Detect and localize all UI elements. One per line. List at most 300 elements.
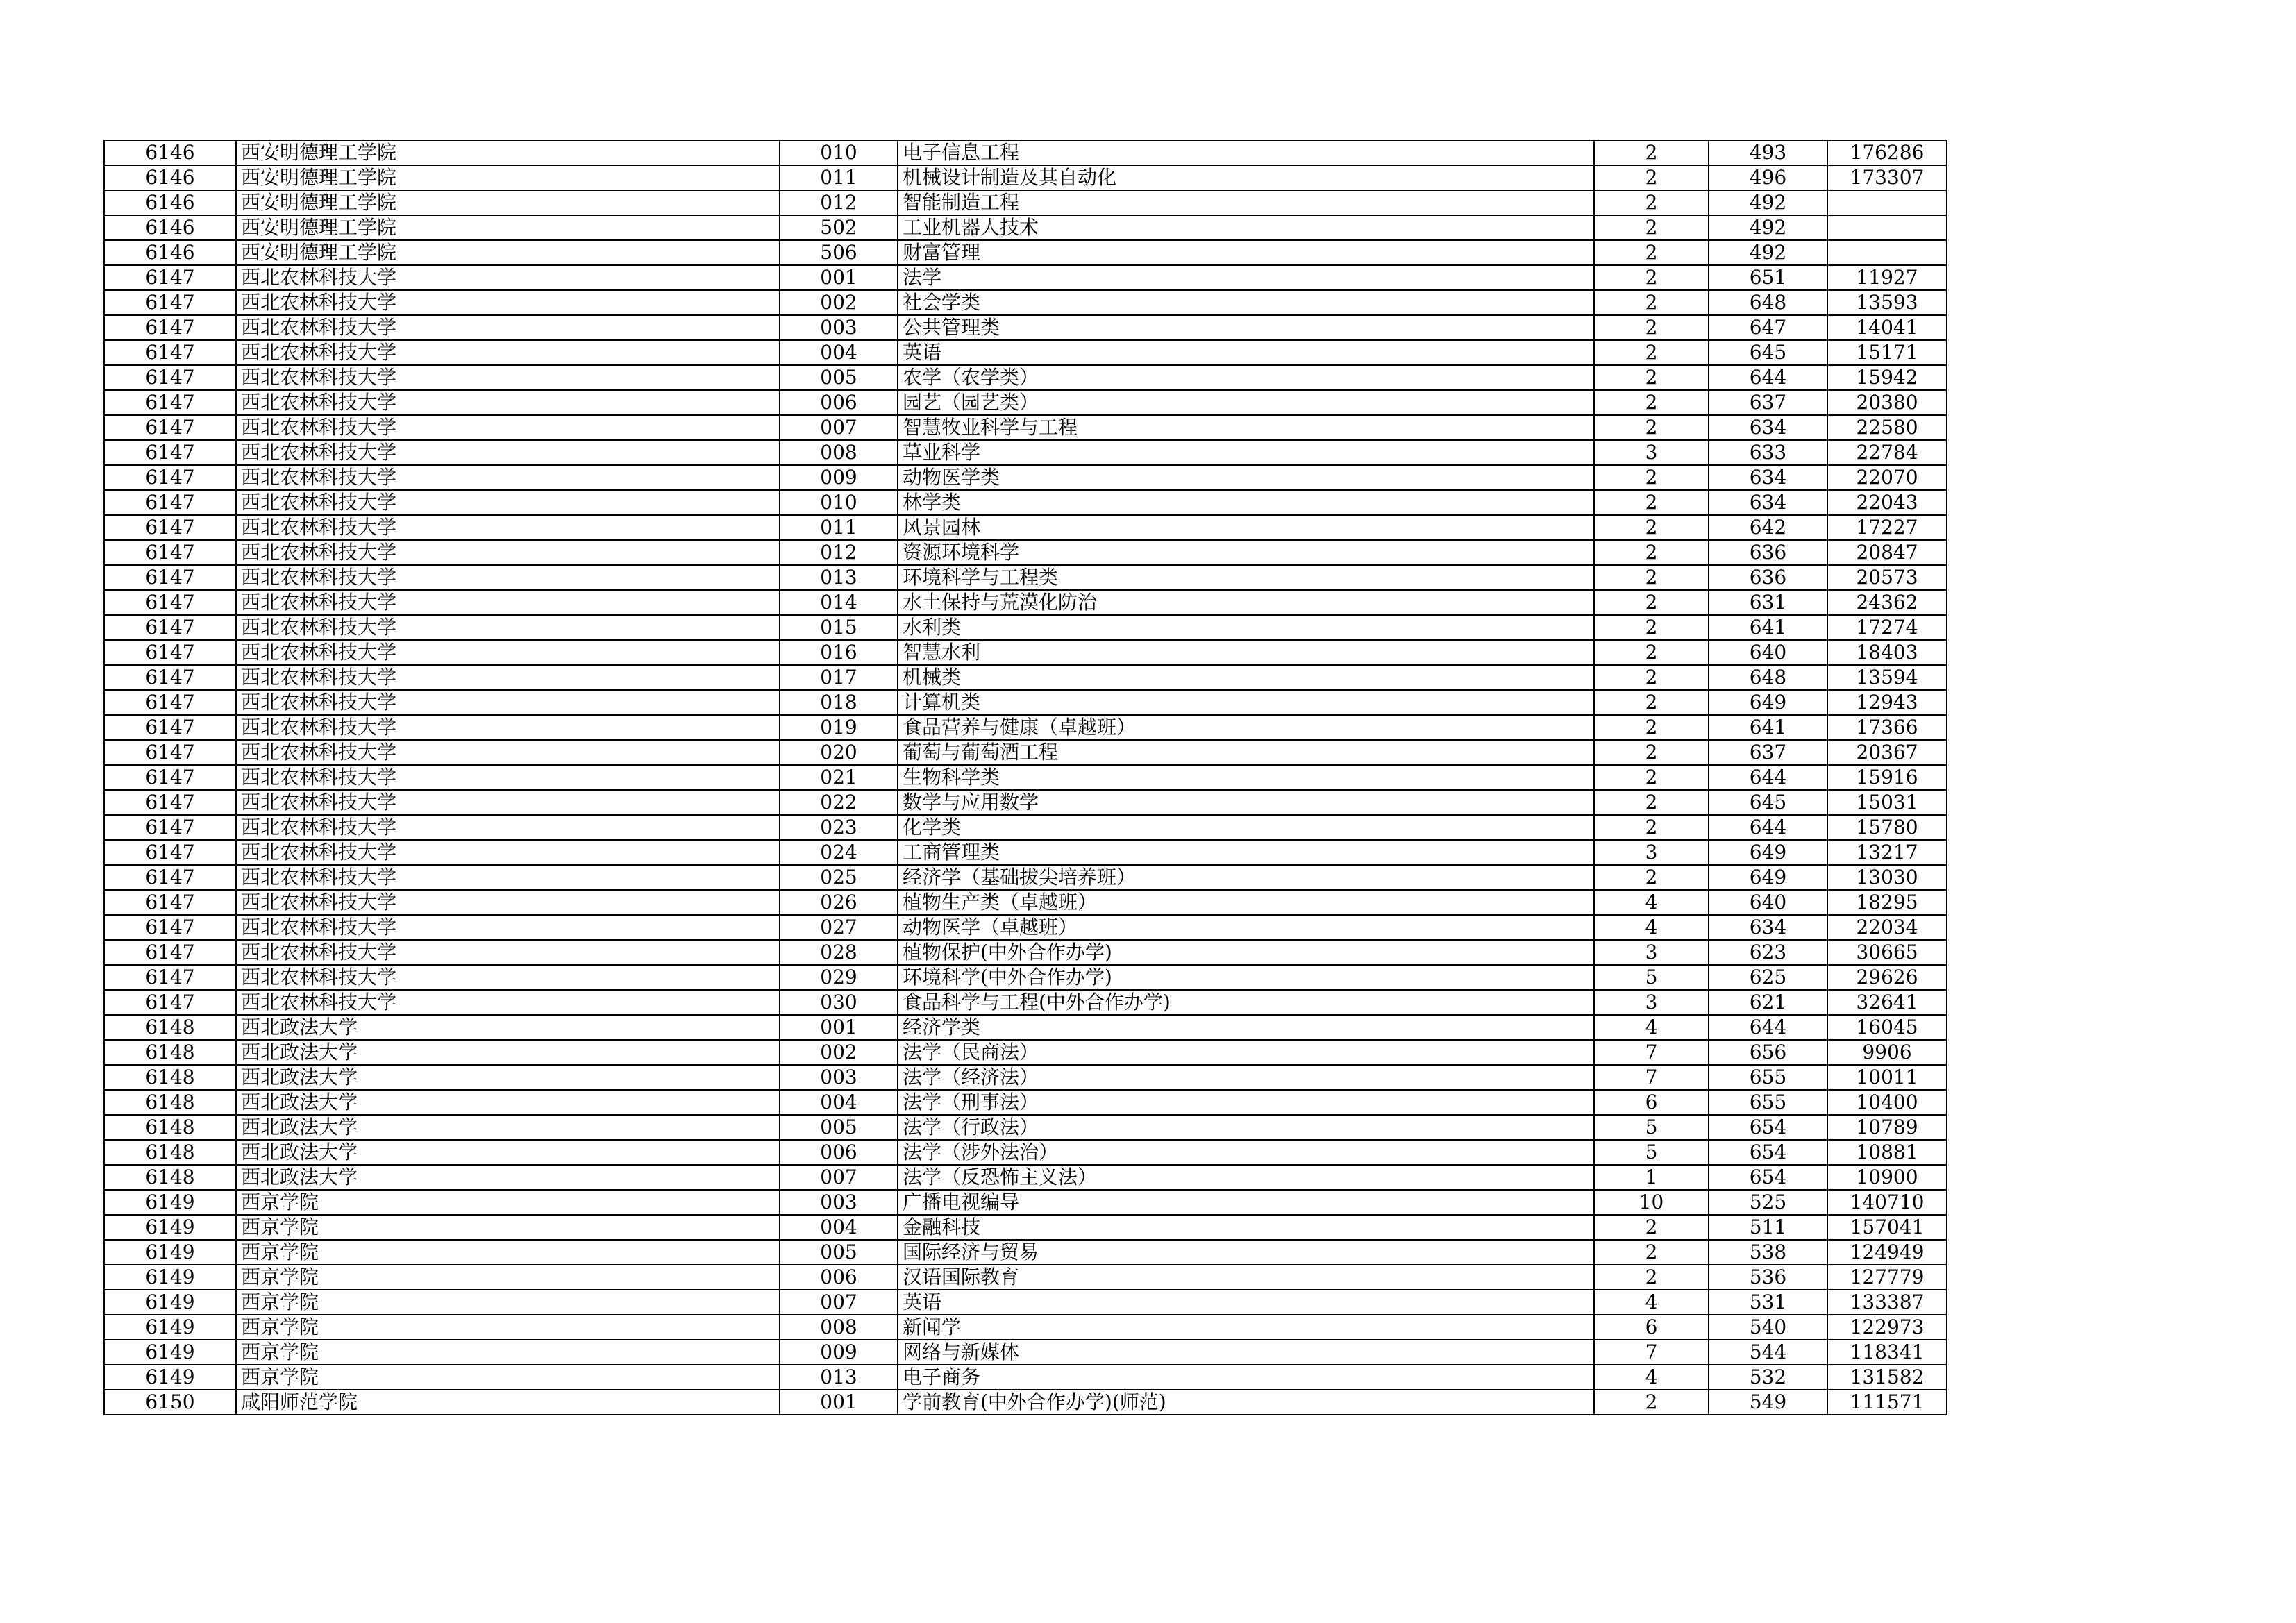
major-code-cell: 007: [780, 1165, 898, 1190]
min-rank-cell: 17274: [1827, 615, 1947, 640]
major-name-cell: 动物医学类: [898, 465, 1594, 490]
major-name-cell: 植物生产类（卓越班）: [898, 890, 1594, 915]
min-rank-cell: 14041: [1827, 315, 1947, 340]
table-row: [104, 415, 1947, 440]
school-code-cell: 6149: [104, 1315, 236, 1340]
major-name-cell: 葡萄与葡萄酒工程: [898, 740, 1594, 765]
school-name-cell: 西北农林科技大学: [236, 315, 780, 340]
min-rank-cell: 22043: [1827, 490, 1947, 515]
min-score-cell: 637: [1709, 740, 1827, 765]
min-score-cell: 651: [1709, 265, 1827, 290]
school-code-cell: 6148: [104, 1090, 236, 1115]
major-code-cell: 022: [780, 790, 898, 815]
plan-count-cell: 4: [1594, 1365, 1709, 1390]
min-score-cell: 621: [1709, 990, 1827, 1015]
min-rank-cell: 20380: [1827, 390, 1947, 415]
major-name-cell: 园艺（园艺类）: [898, 390, 1594, 415]
min-rank-cell: 13030: [1827, 865, 1947, 890]
plan-count-cell: 2: [1594, 565, 1709, 590]
major-code-cell: 003: [780, 1065, 898, 1090]
major-code-cell: 012: [780, 540, 898, 565]
admission-sheet: [103, 140, 1947, 1415]
min-score-cell: 493: [1709, 140, 1827, 165]
table-row: [104, 815, 1947, 840]
school-code-cell: 6147: [104, 540, 236, 565]
school-name-cell: 西安明德理工学院: [236, 140, 780, 165]
major-name-cell: 经济学（基础拔尖培养班）: [898, 865, 1594, 890]
school-code-cell: 6147: [104, 415, 236, 440]
min-rank-cell: 11927: [1827, 265, 1947, 290]
min-score-cell: 636: [1709, 565, 1827, 590]
major-code-cell: 009: [780, 1340, 898, 1365]
plan-count-cell: 2: [1594, 215, 1709, 240]
school-name-cell: 西安明德理工学院: [236, 190, 780, 215]
min-rank-cell: 118341: [1827, 1340, 1947, 1365]
school-name-cell: 西北农林科技大学: [236, 415, 780, 440]
table-row: [104, 1190, 1947, 1215]
table-row: [104, 915, 1947, 940]
major-name-cell: 金融科技: [898, 1215, 1594, 1240]
min-rank-cell: 32641: [1827, 990, 1947, 1015]
major-code-cell: 012: [780, 190, 898, 215]
school-code-cell: 6148: [104, 1115, 236, 1140]
school-code-cell: 6147: [104, 465, 236, 490]
min-score-cell: 536: [1709, 1265, 1827, 1290]
major-name-cell: 化学类: [898, 815, 1594, 840]
plan-count-cell: 2: [1594, 240, 1709, 265]
major-name-cell: 英语: [898, 1290, 1594, 1315]
plan-count-cell: 2: [1594, 615, 1709, 640]
min-score-cell: 511: [1709, 1215, 1827, 1240]
plan-count-cell: 2: [1594, 140, 1709, 165]
school-name-cell: 西京学院: [236, 1240, 780, 1265]
min-score-cell: 531: [1709, 1290, 1827, 1315]
table-row: [104, 140, 1947, 165]
school-code-cell: 6147: [104, 440, 236, 465]
min-rank-cell: 13217: [1827, 840, 1947, 865]
school-code-cell: 6147: [104, 665, 236, 690]
min-score-cell: 640: [1709, 640, 1827, 665]
school-name-cell: 西北农林科技大学: [236, 490, 780, 515]
plan-count-cell: 2: [1594, 540, 1709, 565]
table-row: [104, 690, 1947, 715]
min-rank-cell: 29626: [1827, 965, 1947, 990]
min-rank-cell: [1827, 215, 1947, 240]
min-score-cell: 654: [1709, 1140, 1827, 1165]
min-score-cell: 649: [1709, 690, 1827, 715]
min-rank-cell: 22070: [1827, 465, 1947, 490]
min-score-cell: 645: [1709, 790, 1827, 815]
plan-count-cell: 2: [1594, 665, 1709, 690]
major-code-cell: 502: [780, 215, 898, 240]
table-row: [104, 665, 1947, 690]
min-rank-cell: 15171: [1827, 340, 1947, 365]
school-name-cell: 西北农林科技大学: [236, 615, 780, 640]
school-name-cell: 西北政法大学: [236, 1165, 780, 1190]
major-name-cell: 生物科学类: [898, 765, 1594, 790]
table-row: [104, 215, 1947, 240]
major-name-cell: 水土保持与荒漠化防治: [898, 590, 1594, 615]
min-rank-cell: 22580: [1827, 415, 1947, 440]
min-score-cell: 492: [1709, 240, 1827, 265]
min-score-cell: 654: [1709, 1165, 1827, 1190]
plan-count-cell: 2: [1594, 590, 1709, 615]
school-code-cell: 6146: [104, 240, 236, 265]
major-name-cell: 工商管理类: [898, 840, 1594, 865]
plan-count-cell: 7: [1594, 1340, 1709, 1365]
school-code-cell: 6147: [104, 365, 236, 390]
school-code-cell: 6147: [104, 490, 236, 515]
min-score-cell: 649: [1709, 865, 1827, 890]
table-row: [104, 340, 1947, 365]
major-code-cell: 019: [780, 715, 898, 740]
school-code-cell: 6149: [104, 1365, 236, 1390]
major-name-cell: 机械类: [898, 665, 1594, 690]
school-name-cell: 西北农林科技大学: [236, 515, 780, 540]
plan-count-cell: 2: [1594, 765, 1709, 790]
min-score-cell: 654: [1709, 1115, 1827, 1140]
min-rank-cell: 10881: [1827, 1140, 1947, 1165]
school-name-cell: 西北农林科技大学: [236, 890, 780, 915]
school-code-cell: 6146: [104, 140, 236, 165]
min-score-cell: 633: [1709, 440, 1827, 465]
school-name-cell: 西北政法大学: [236, 1065, 780, 1090]
school-code-cell: 6147: [104, 865, 236, 890]
table-row: [104, 1265, 1947, 1290]
table-body: [104, 140, 1947, 1415]
major-code-cell: 030: [780, 990, 898, 1015]
major-name-cell: 法学（涉外法治）: [898, 1140, 1594, 1165]
min-score-cell: 544: [1709, 1340, 1827, 1365]
min-rank-cell: 16045: [1827, 1015, 1947, 1040]
school-code-cell: 6147: [104, 815, 236, 840]
major-code-cell: 003: [780, 315, 898, 340]
plan-count-cell: 2: [1594, 790, 1709, 815]
major-code-cell: 009: [780, 465, 898, 490]
min-score-cell: 642: [1709, 515, 1827, 540]
table-row: [104, 440, 1947, 465]
min-score-cell: 649: [1709, 840, 1827, 865]
plan-count-cell: 2: [1594, 1265, 1709, 1290]
school-name-cell: 西北农林科技大学: [236, 390, 780, 415]
school-name-cell: 西北农林科技大学: [236, 665, 780, 690]
major-name-cell: 法学: [898, 265, 1594, 290]
table-row: [104, 565, 1947, 590]
plan-count-cell: 4: [1594, 915, 1709, 940]
school-name-cell: 西北农林科技大学: [236, 465, 780, 490]
min-rank-cell: 122973: [1827, 1315, 1947, 1340]
major-name-cell: 智慧牧业科学与工程: [898, 415, 1594, 440]
school-name-cell: 西北政法大学: [236, 1090, 780, 1115]
plan-count-cell: 2: [1594, 190, 1709, 215]
plan-count-cell: 3: [1594, 940, 1709, 965]
major-name-cell: 智慧水利: [898, 640, 1594, 665]
plan-count-cell: 5: [1594, 1140, 1709, 1165]
table-row: [104, 715, 1947, 740]
major-code-cell: 017: [780, 665, 898, 690]
school-name-cell: 西北农林科技大学: [236, 290, 780, 315]
major-code-cell: 006: [780, 1265, 898, 1290]
school-name-cell: 西安明德理工学院: [236, 240, 780, 265]
major-name-cell: 社会学类: [898, 290, 1594, 315]
table-row: [104, 240, 1947, 265]
table-row: [104, 590, 1947, 615]
school-code-cell: 6147: [104, 690, 236, 715]
school-code-cell: 6147: [104, 940, 236, 965]
min-rank-cell: 15942: [1827, 365, 1947, 390]
school-name-cell: 西北农林科技大学: [236, 990, 780, 1015]
min-rank-cell: 173307: [1827, 165, 1947, 190]
major-code-cell: 013: [780, 565, 898, 590]
school-name-cell: 西北农林科技大学: [236, 590, 780, 615]
plan-count-cell: 1: [1594, 1165, 1709, 1190]
school-name-cell: 西北农林科技大学: [236, 865, 780, 890]
school-name-cell: 西北农林科技大学: [236, 740, 780, 765]
min-rank-cell: 10900: [1827, 1165, 1947, 1190]
school-name-cell: 西北政法大学: [236, 1040, 780, 1065]
min-score-cell: 634: [1709, 490, 1827, 515]
min-score-cell: 655: [1709, 1065, 1827, 1090]
table-row: [104, 1090, 1947, 1115]
school-name-cell: 西北农林科技大学: [236, 840, 780, 865]
major-name-cell: 财富管理: [898, 240, 1594, 265]
major-code-cell: 028: [780, 940, 898, 965]
major-code-cell: 002: [780, 1040, 898, 1065]
table-row: [104, 615, 1947, 640]
table-row: [104, 840, 1947, 865]
major-code-cell: 015: [780, 615, 898, 640]
table-row: [104, 1115, 1947, 1140]
min-score-cell: 623: [1709, 940, 1827, 965]
min-rank-cell: 124949: [1827, 1240, 1947, 1265]
table-row: [104, 1340, 1947, 1365]
min-score-cell: 637: [1709, 390, 1827, 415]
plan-count-cell: 2: [1594, 290, 1709, 315]
school-code-cell: 6147: [104, 915, 236, 940]
plan-count-cell: 4: [1594, 890, 1709, 915]
plan-count-cell: 3: [1594, 840, 1709, 865]
school-code-cell: 6147: [104, 790, 236, 815]
major-code-cell: 011: [780, 165, 898, 190]
major-name-cell: 网络与新媒体: [898, 1340, 1594, 1365]
major-name-cell: 数学与应用数学: [898, 790, 1594, 815]
table-row: [104, 465, 1947, 490]
table-row: [104, 990, 1947, 1015]
school-name-cell: 西北农林科技大学: [236, 365, 780, 390]
plan-count-cell: 10: [1594, 1190, 1709, 1215]
major-code-cell: 002: [780, 290, 898, 315]
school-code-cell: 6146: [104, 190, 236, 215]
min-rank-cell: [1827, 190, 1947, 215]
major-name-cell: 环境科学(中外合作办学): [898, 965, 1594, 990]
table-row: [104, 1390, 1947, 1415]
major-code-cell: 014: [780, 590, 898, 615]
school-name-cell: 西北农林科技大学: [236, 690, 780, 715]
major-code-cell: 008: [780, 440, 898, 465]
school-code-cell: 6146: [104, 165, 236, 190]
school-name-cell: 西北农林科技大学: [236, 815, 780, 840]
min-score-cell: 634: [1709, 915, 1827, 940]
plan-count-cell: 2: [1594, 1390, 1709, 1415]
table-row: [104, 890, 1947, 915]
plan-count-cell: 2: [1594, 865, 1709, 890]
table-row: [104, 165, 1947, 190]
plan-count-cell: 2: [1594, 390, 1709, 415]
min-rank-cell: 17227: [1827, 515, 1947, 540]
min-score-cell: 631: [1709, 590, 1827, 615]
plan-count-cell: 6: [1594, 1315, 1709, 1340]
school-name-cell: 西北农林科技大学: [236, 440, 780, 465]
min-score-cell: 656: [1709, 1040, 1827, 1065]
min-rank-cell: 22784: [1827, 440, 1947, 465]
min-rank-cell: 10789: [1827, 1115, 1947, 1140]
major-code-cell: 007: [780, 415, 898, 440]
major-code-cell: 008: [780, 1315, 898, 1340]
min-rank-cell: 176286: [1827, 140, 1947, 165]
plan-count-cell: 2: [1594, 515, 1709, 540]
major-name-cell: 新闻学: [898, 1315, 1594, 1340]
major-name-cell: 电子信息工程: [898, 140, 1594, 165]
school-name-cell: 西北农林科技大学: [236, 790, 780, 815]
major-name-cell: 法学（民商法）: [898, 1040, 1594, 1065]
plan-count-cell: 2: [1594, 415, 1709, 440]
major-code-cell: 010: [780, 140, 898, 165]
school-name-cell: 西北农林科技大学: [236, 640, 780, 665]
major-code-cell: 004: [780, 1215, 898, 1240]
min-rank-cell: 9906: [1827, 1040, 1947, 1065]
major-name-cell: 国际经济与贸易: [898, 1240, 1594, 1265]
min-rank-cell: 20573: [1827, 565, 1947, 590]
min-score-cell: 641: [1709, 615, 1827, 640]
plan-count-cell: 2: [1594, 365, 1709, 390]
major-code-cell: 006: [780, 1140, 898, 1165]
min-rank-cell: 10400: [1827, 1090, 1947, 1115]
min-score-cell: 492: [1709, 215, 1827, 240]
table-row: [104, 540, 1947, 565]
table-row: [104, 765, 1947, 790]
table-row: [104, 1015, 1947, 1040]
table-row: [104, 290, 1947, 315]
min-score-cell: 640: [1709, 890, 1827, 915]
major-name-cell: 风景园林: [898, 515, 1594, 540]
school-name-cell: 西京学院: [236, 1340, 780, 1365]
school-code-cell: 6147: [104, 965, 236, 990]
school-code-cell: 6147: [104, 890, 236, 915]
major-code-cell: 013: [780, 1365, 898, 1390]
table-row: [104, 490, 1947, 515]
school-code-cell: 6149: [104, 1215, 236, 1240]
school-code-cell: 6149: [104, 1240, 236, 1265]
plan-count-cell: 2: [1594, 340, 1709, 365]
school-code-cell: 6147: [104, 615, 236, 640]
min-score-cell: 492: [1709, 190, 1827, 215]
major-name-cell: 水利类: [898, 615, 1594, 640]
min-rank-cell: 157041: [1827, 1215, 1947, 1240]
min-rank-cell: 18403: [1827, 640, 1947, 665]
major-code-cell: 005: [780, 365, 898, 390]
school-code-cell: 6150: [104, 1390, 236, 1415]
min-rank-cell: 24362: [1827, 590, 1947, 615]
major-name-cell: 动物医学（卓越班）: [898, 915, 1594, 940]
plan-count-cell: 6: [1594, 1090, 1709, 1115]
school-name-cell: 西京学院: [236, 1365, 780, 1390]
plan-count-cell: 3: [1594, 440, 1709, 465]
major-name-cell: 资源环境科学: [898, 540, 1594, 565]
min-rank-cell: 13593: [1827, 290, 1947, 315]
school-name-cell: 西北农林科技大学: [236, 940, 780, 965]
min-score-cell: 647: [1709, 315, 1827, 340]
plan-count-cell: 4: [1594, 1290, 1709, 1315]
major-name-cell: 草业科学: [898, 440, 1594, 465]
major-code-cell: 004: [780, 340, 898, 365]
school-code-cell: 6147: [104, 840, 236, 865]
plan-count-cell: 5: [1594, 1115, 1709, 1140]
min-rank-cell: 111571: [1827, 1390, 1947, 1415]
plan-count-cell: 7: [1594, 1065, 1709, 1090]
school-name-cell: 西安明德理工学院: [236, 165, 780, 190]
min-score-cell: 636: [1709, 540, 1827, 565]
major-code-cell: 020: [780, 740, 898, 765]
major-name-cell: 智能制造工程: [898, 190, 1594, 215]
major-name-cell: 农学（农学类）: [898, 365, 1594, 390]
plan-count-cell: 2: [1594, 1240, 1709, 1265]
min-score-cell: 644: [1709, 815, 1827, 840]
plan-count-cell: 2: [1594, 165, 1709, 190]
table-row: [104, 1165, 1947, 1190]
min-rank-cell: 18295: [1827, 890, 1947, 915]
plan-count-cell: 2: [1594, 1215, 1709, 1240]
table-row: [104, 1215, 1947, 1240]
table-row: [104, 940, 1947, 965]
major-name-cell: 汉语国际教育: [898, 1265, 1594, 1290]
plan-count-cell: 3: [1594, 990, 1709, 1015]
major-code-cell: 026: [780, 890, 898, 915]
min-rank-cell: 20847: [1827, 540, 1947, 565]
min-rank-cell: 30665: [1827, 940, 1947, 965]
table-row: [104, 865, 1947, 890]
min-rank-cell: 133387: [1827, 1290, 1947, 1315]
min-rank-cell: 13594: [1827, 665, 1947, 690]
plan-count-cell: 2: [1594, 315, 1709, 340]
school-name-cell: 西北政法大学: [236, 1015, 780, 1040]
major-name-cell: 法学（反恐怖主义法）: [898, 1165, 1594, 1190]
school-code-cell: 6147: [104, 265, 236, 290]
min-score-cell: 648: [1709, 290, 1827, 315]
major-code-cell: 024: [780, 840, 898, 865]
table-row: [104, 1290, 1947, 1315]
major-code-cell: 001: [780, 265, 898, 290]
plan-count-cell: 4: [1594, 1015, 1709, 1040]
school-name-cell: 西北农林科技大学: [236, 965, 780, 990]
table-row: [104, 365, 1947, 390]
major-name-cell: 法学（行政法）: [898, 1115, 1594, 1140]
min-rank-cell: 140710: [1827, 1190, 1947, 1215]
school-code-cell: 6149: [104, 1265, 236, 1290]
school-name-cell: 西北农林科技大学: [236, 715, 780, 740]
table-row: [104, 265, 1947, 290]
min-rank-cell: 131582: [1827, 1365, 1947, 1390]
plan-count-cell: 2: [1594, 490, 1709, 515]
school-code-cell: 6148: [104, 1140, 236, 1165]
plan-count-cell: 2: [1594, 640, 1709, 665]
school-name-cell: 西北农林科技大学: [236, 765, 780, 790]
min-rank-cell: 15916: [1827, 765, 1947, 790]
admission-table: [103, 140, 1947, 1415]
school-code-cell: 6148: [104, 1165, 236, 1190]
min-rank-cell: 10011: [1827, 1065, 1947, 1090]
major-code-cell: 025: [780, 865, 898, 890]
table-row: [104, 1040, 1947, 1065]
